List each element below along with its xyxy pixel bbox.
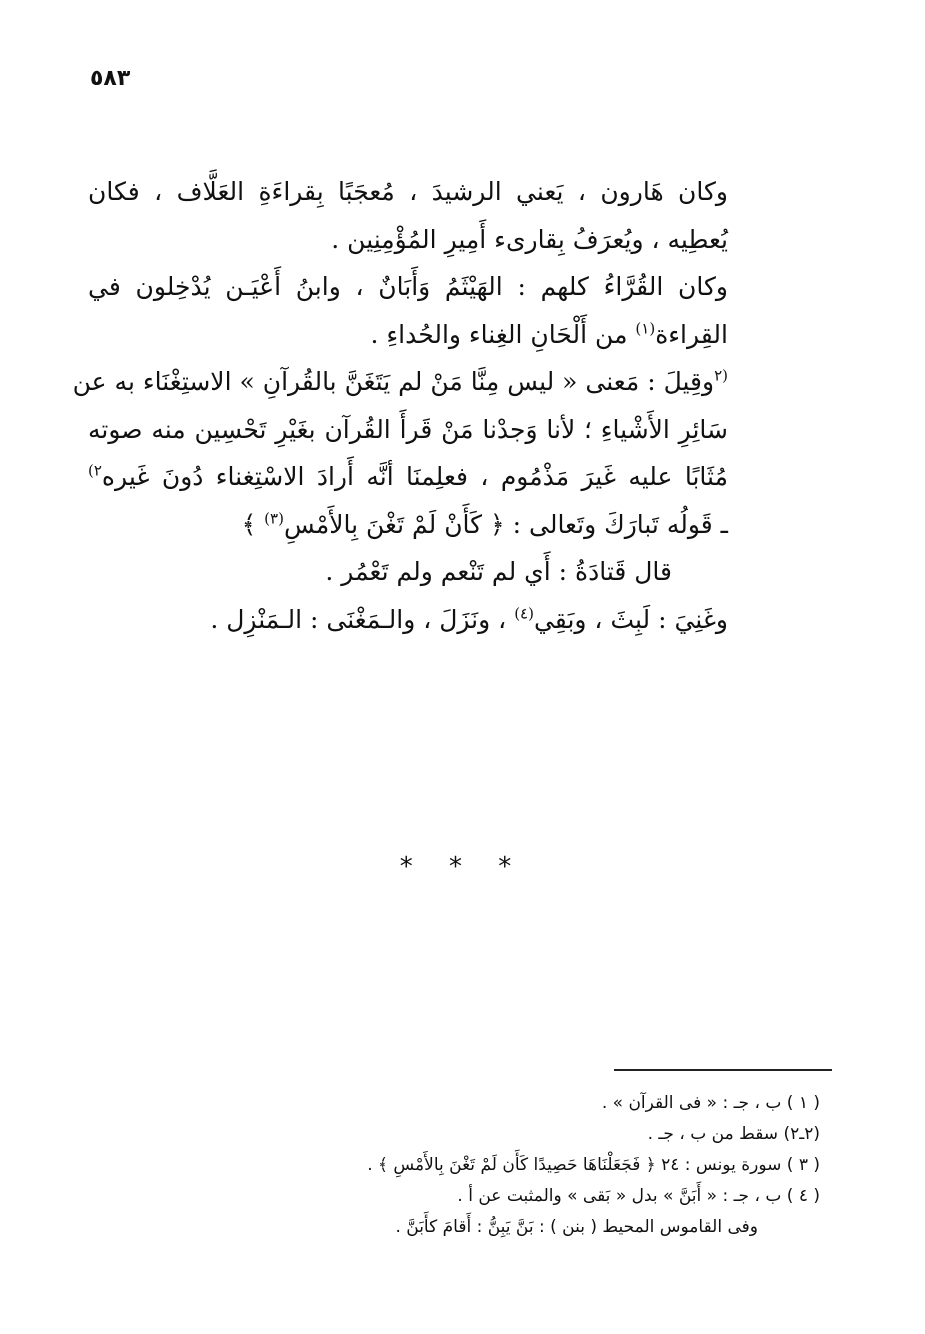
text-line: قال قَتادَةُ : أَي لم تَنْعم ولم تَعْمُر . — [325, 557, 672, 586]
section-separator: * * * — [399, 852, 526, 882]
footnote-marker: ٢) — [88, 461, 102, 480]
footnote-ref: (٣) — [264, 509, 284, 528]
footnote-ref: (٤) — [514, 604, 534, 623]
text-line — [72, 358, 728, 406]
text-segment: من أَلْحَانِ الغِناء والحُداءِ . — [370, 319, 636, 349]
footnote-marker: (٢ — [714, 366, 728, 385]
text-segment: وقِيلَ : مَعنى « ليس مِنَّا مَنْ لم يَتَغَنَّ بالقُرآنِ » الاستِغْنَاء به عن — [72, 367, 715, 396]
text-segment: القِراءة — [655, 319, 728, 349]
main-text — [72, 168, 728, 643]
text-segment: ـ قَولُه تَبارَكَ وتَعالى : ﴿ كَأَنْ لَمْ تَغْنَ بِالأَمْسِ — [283, 509, 728, 539]
footnote-ref: (١) — [635, 319, 656, 338]
text-line — [88, 501, 728, 549]
footnote: ( ١ ) ب ، جـ : « فى القرآن » . — [601, 1093, 820, 1113]
page-number: ٥٨٣ — [90, 66, 131, 91]
text-line: وكان القُرَّاءُ كلهم : الهَيْثَمُ وَأَبَانٌ ، وابنُ أَعْيَـن يُدْخِلون في — [88, 272, 728, 301]
text-segment: ، ونَزَلَ ، والـمَغْنَى : الـمَنْزِل . — [210, 604, 515, 634]
footnote-divider — [614, 1069, 832, 1071]
text-line: وكان هَارون ، يَعني الرشيدَ ، مُعجَبًا بِقراءَةِ العَلَّاف ، فكان — [88, 177, 728, 206]
text-line: سَائِرِ الأَشْياءِ ؛ لأنا وَجدْنا مَنْ قَرأَ القُرآن بغَيْرِ تَحْسِين منه صوته — [88, 414, 728, 444]
text-line — [88, 596, 728, 644]
footnote: (٢ـ٢) سقط من ب ، جـ . — [647, 1124, 820, 1144]
footnote-continuation: وفى القاموس المحيط ( بنن ) : بَنَّ يَبِنُّ : أَقامَ كأَبَنَّ . — [395, 1217, 758, 1237]
text-line — [88, 453, 728, 501]
text-segment: وغَنِيَ : لَبِثَ ، وبَقِي — [533, 604, 728, 634]
text-line — [88, 311, 728, 359]
text-line: يُعطِيه ، ويُعرَفُ بِقارىء أَمِيرِ المُؤْمِنِين . — [331, 224, 728, 254]
footnotes — [160, 1088, 820, 1243]
text-segment: ﴾ — [241, 509, 265, 539]
footnote: ( ٤ ) ب ، جـ : « أَبَنَّ » بدل « بَقى » والمثبت عن أ . — [457, 1186, 820, 1206]
text-segment: مُثَابًا عليه غَيرَ مَذْمُوم ، فعلِمنَا أنَّه أَرادَ الاسْتِغناء دُونَ غَيره — [101, 462, 728, 491]
footnote: ( ٣ ) سورة يونس : ٢٤ ﴿ فَجَعَلْنَاهَا حَصِيدًا كَأَن لَمْ تَغْنَ بِالأَمْسِ ﴾ . — [367, 1155, 820, 1175]
